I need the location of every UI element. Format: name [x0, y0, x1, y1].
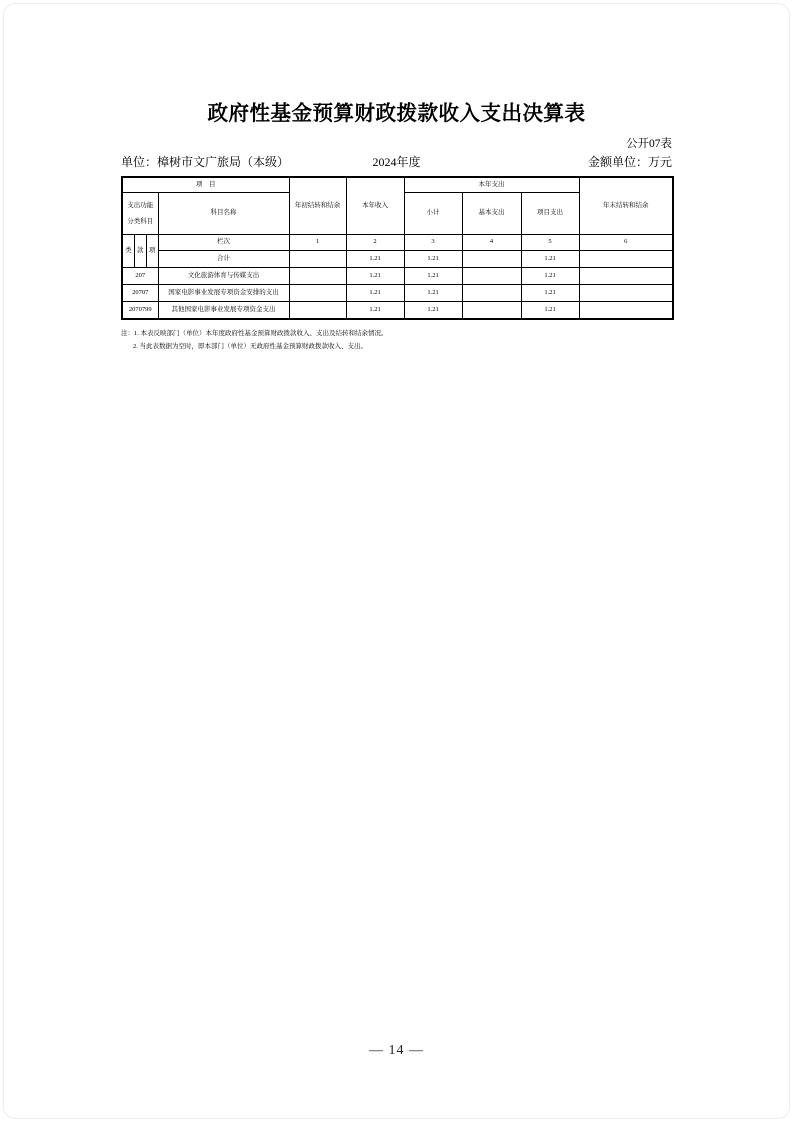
column-row-label: 栏次 — [158, 235, 289, 251]
cell-value: 1.21 — [521, 285, 579, 302]
footnote-1: 注：1. 本表反映部门（单位）本年度政府性基金预算财政拨款收入、支出及结转和结余情况。 — [121, 330, 388, 337]
cell-subject-name: 国家电影事业发展专项资金安排的支出 — [158, 285, 289, 302]
cell-value: 1.21 — [521, 302, 579, 320]
cell-value — [289, 285, 346, 302]
header-function-line1: 支出功能 — [127, 201, 154, 209]
meta-row — [121, 154, 672, 170]
table-row — [122, 285, 673, 302]
cell-value: 1.21 — [521, 268, 579, 285]
category-section-item-wrap — [123, 235, 158, 267]
column-index-row — [122, 235, 673, 251]
total-value — [289, 251, 346, 268]
cell-code: 207 — [122, 268, 158, 285]
header-function-category — [122, 193, 158, 235]
page-number: — 14 — — [369, 1043, 424, 1058]
cell-subject-name: 其他国家电影事业发展专项资金支出 — [158, 302, 289, 320]
unit-label: 单位：樟树市文广旅局（本级） — [121, 155, 290, 169]
column-number: 6 — [579, 235, 673, 251]
label-section: 款 — [135, 235, 147, 267]
amount-unit-label: 金额单位：万元 — [587, 155, 672, 169]
footnote-2: 2. 当此表数据为空时，即本部门（单位）无政府性基金预算财政拨款收入、支出。 — [133, 343, 367, 350]
cell-value — [289, 268, 346, 285]
cell-value — [579, 285, 673, 302]
cell-value — [579, 268, 673, 285]
cell-value — [462, 302, 521, 320]
total-row — [122, 251, 673, 268]
header-function-line2: 分类科目 — [127, 218, 154, 225]
table-row — [122, 302, 673, 320]
total-value: 1.21 — [521, 251, 579, 268]
column-number: 5 — [521, 235, 579, 251]
footnotes — [121, 327, 672, 353]
total-value: 1.21 — [346, 251, 404, 268]
header-project: 项 目 — [122, 177, 289, 193]
total-value — [579, 251, 673, 268]
cell-value: 1.21 — [404, 302, 462, 320]
header-basic-expenditure: 基本支出 — [462, 193, 521, 235]
label-category: 类 — [123, 235, 135, 267]
cell-code: 20707 — [122, 285, 158, 302]
category-section-item-cell — [122, 235, 158, 268]
column-number: 1 — [289, 235, 346, 251]
total-value — [462, 251, 521, 268]
cell-value: 1.21 — [346, 302, 404, 320]
total-label: 合计 — [158, 251, 289, 268]
total-value: 1.21 — [404, 251, 462, 268]
cell-value — [462, 268, 521, 285]
cell-value: 1.21 — [404, 285, 462, 302]
table-row — [122, 268, 673, 285]
budget-table — [121, 176, 674, 320]
header-beginning-balance: 年初结转和结余 — [289, 177, 346, 235]
page-title: 政府性基金预算财政拨款收入支出决算表 — [207, 102, 586, 125]
header-current-year-expenditure: 本年支出 — [404, 177, 579, 193]
cell-subject-name: 文化旅游体育与传媒支出 — [158, 268, 289, 285]
column-number: 3 — [404, 235, 462, 251]
year-label: 2024年度 — [372, 155, 421, 169]
spacer — [123, 209, 158, 218]
cell-value: 1.21 — [404, 268, 462, 285]
header-subject-name: 科目名称 — [158, 193, 289, 235]
cell-value: 1.21 — [346, 285, 404, 302]
label-item: 项 — [148, 246, 156, 254]
form-number-label: 公开07表 — [626, 138, 672, 150]
header-project-expenditure: 项目支出 — [521, 193, 579, 235]
page-content — [121, 0, 672, 353]
column-number: 2 — [346, 235, 404, 251]
cell-value — [579, 302, 673, 320]
header-row-1 — [122, 177, 673, 193]
cell-value: 1.21 — [346, 268, 404, 285]
header-current-year-income: 本年收入 — [346, 177, 404, 235]
header-year-end-balance: 年末结转和结余 — [579, 177, 673, 235]
column-number: 4 — [462, 235, 521, 251]
cell-value — [462, 285, 521, 302]
header-subtotal: 小计 — [404, 193, 462, 235]
cell-value — [289, 302, 346, 320]
cell-code: 2070799 — [122, 302, 158, 320]
